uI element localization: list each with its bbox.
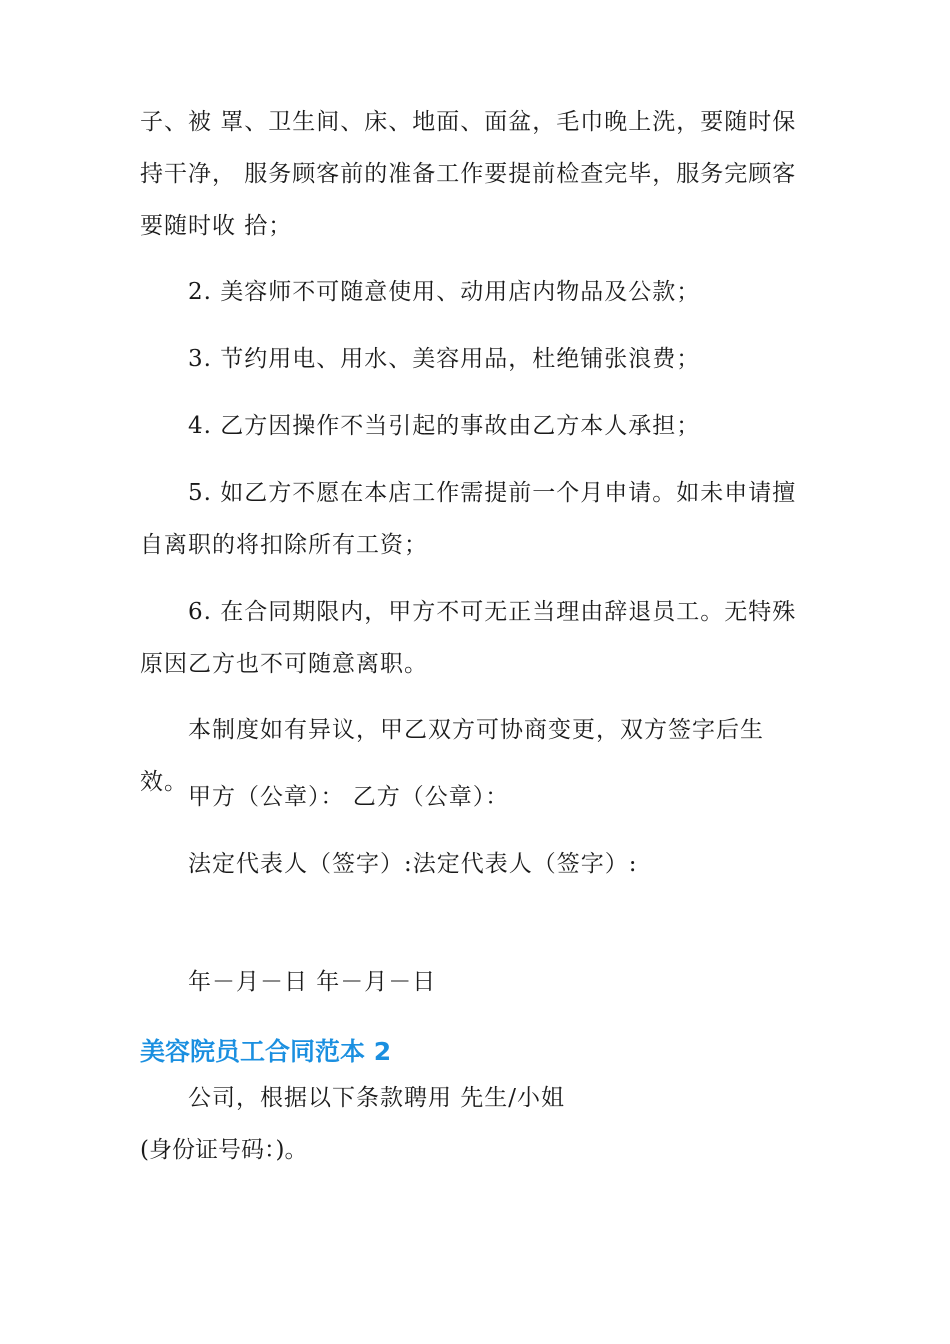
- list-item-4: 4. 乙方因操作不当引起的事故由乙方本人承担；: [188, 413, 701, 439]
- list-item-3: 3. 节约用电、用水、美容用品，杜绝铺张浪费；: [188, 346, 701, 372]
- representatives-signature-line: 法定代表人（签字）:法定代表人（签字）:: [188, 851, 638, 877]
- amendment-clause: 本制度如有异议，甲乙双方可协商变更，双方签字后生效。: [140, 717, 764, 795]
- section-heading: 美容院员工合同范本 2: [140, 1037, 392, 1066]
- list-item-6: 6. 在合同期限内，甲方不可无正当理由辞退员工。无特殊原因乙方也不可随意离职。: [140, 599, 797, 677]
- date-line: 年－月－日 年－月－日: [188, 969, 437, 995]
- list-item-2: 2. 美容师不可随意使用、动用店内物品及公款；: [188, 279, 701, 305]
- continued-paragraph: 子、被 罩、卫生间、床、地面、面盆，毛巾晚上洗，要随时保持干净， 服务顾客前的准备工作要提前检查完毕，服务完顾客要随时收 拾；: [140, 109, 797, 239]
- id-number-line: (身份证号码：)。: [140, 1137, 308, 1163]
- list-item-5: 5. 如乙方不愿在本店工作需提前一个月申请。如未申请擅自离职的将扣除所有工资；: [140, 480, 797, 558]
- parties-seal-line: 甲方（公章）： 乙方（公章）：: [188, 784, 510, 810]
- contract-intro-line: 公司，根据以下条款聘用 先生/小姐: [188, 1085, 566, 1111]
